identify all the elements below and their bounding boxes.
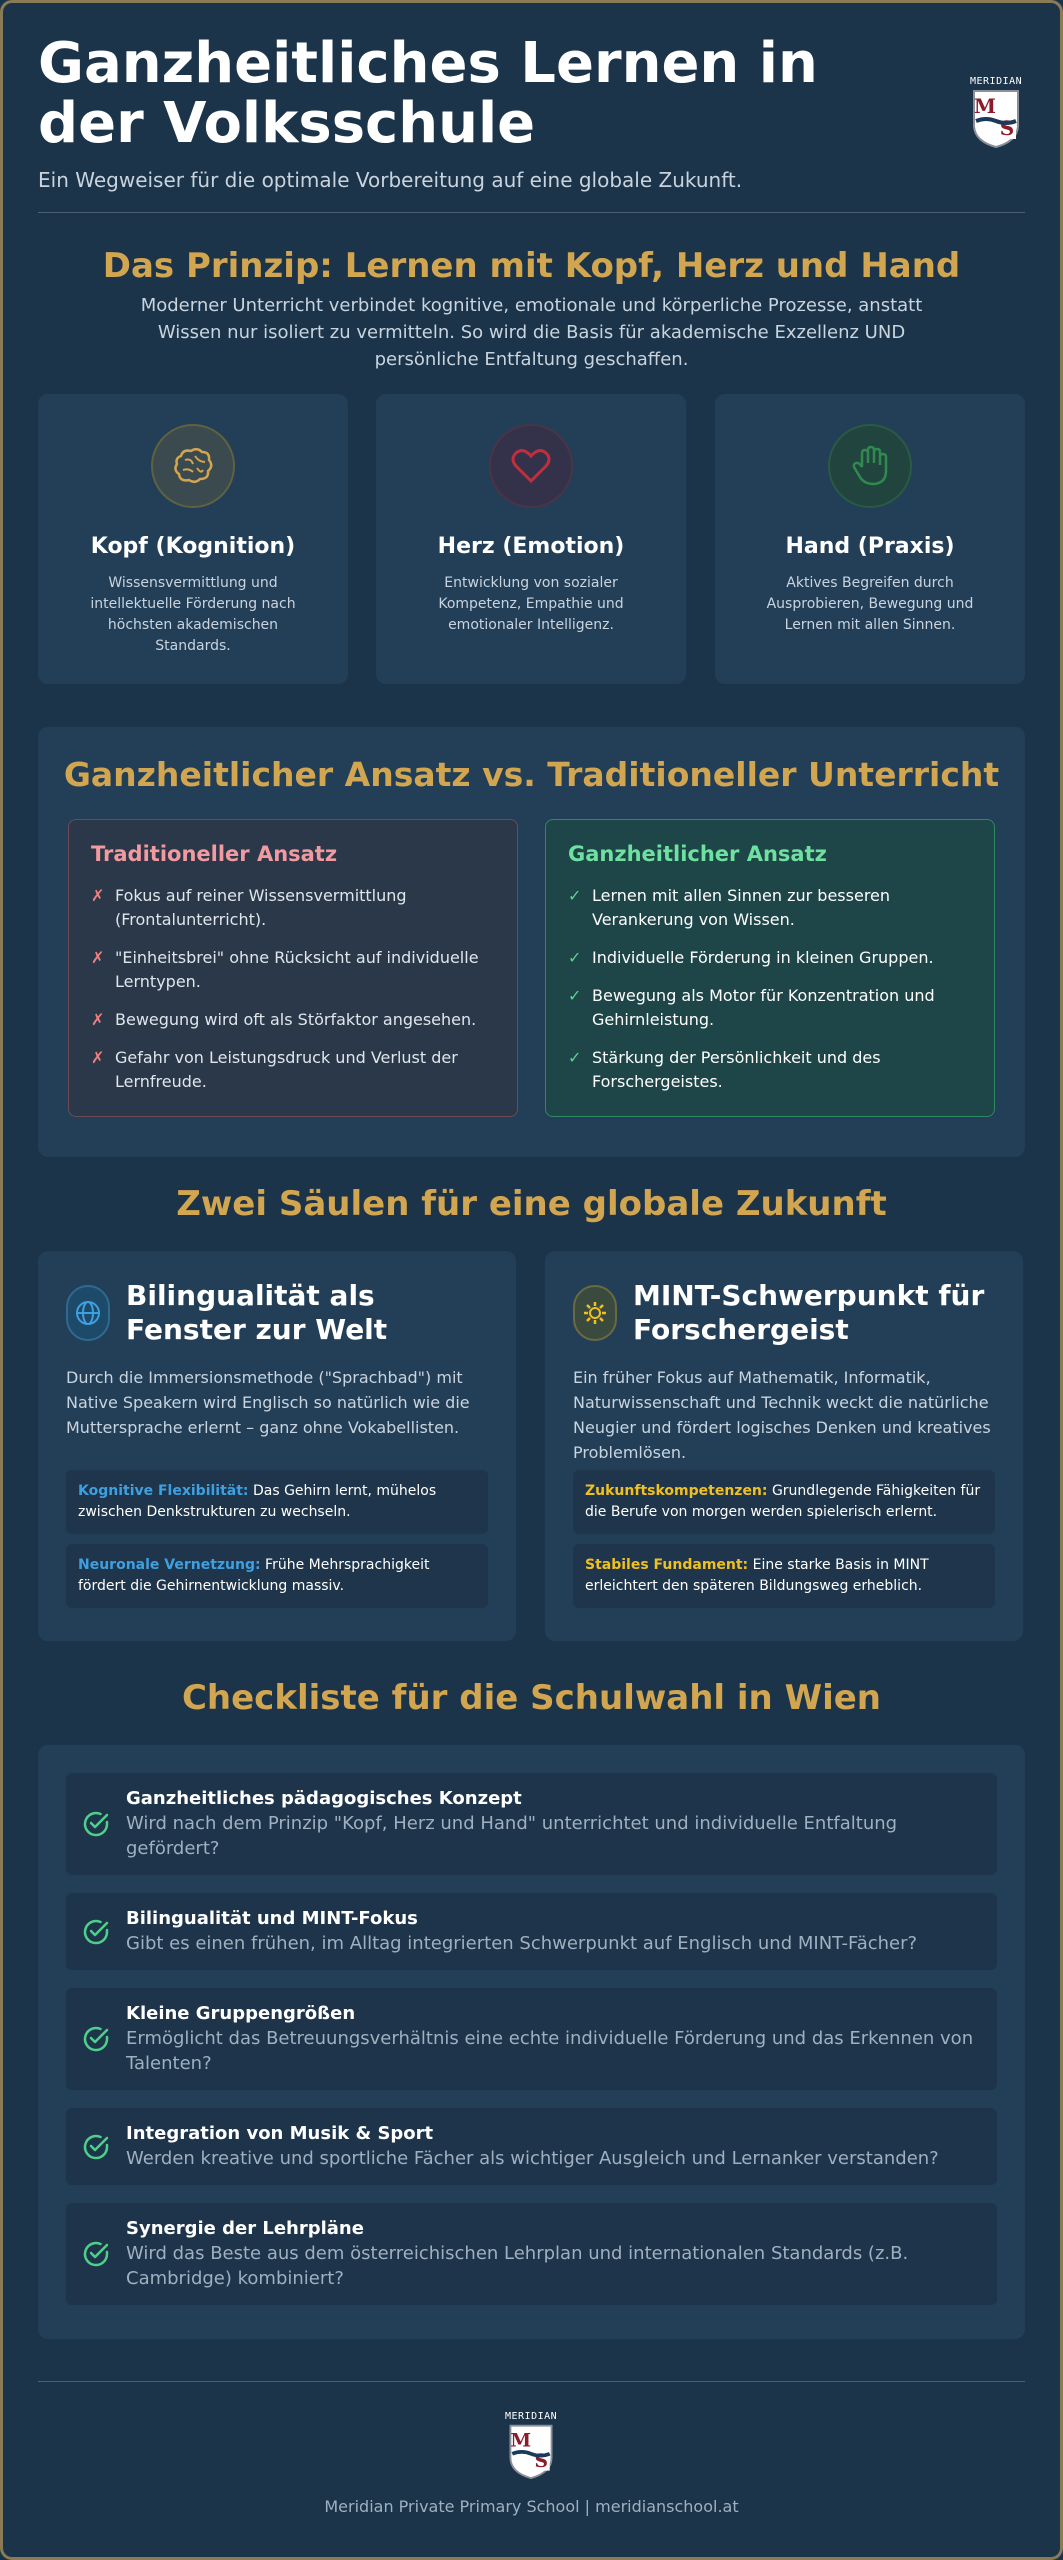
check-circle-icon	[82, 2122, 126, 2171]
list-item: ✗ Fokus auf reiner Wissensvermittlung (Frontalunterricht).	[91, 884, 495, 932]
list-item: ✓ Bewegung als Motor für Konzentration und Gehirnleistung.	[568, 984, 972, 1032]
checklist-item	[66, 1988, 997, 2090]
footer-divider	[38, 2381, 1025, 2382]
logo-brand: MERIDIAN	[505, 2411, 558, 2422]
check-icon: ✓	[568, 986, 582, 1005]
brain-icon	[151, 424, 235, 508]
check-circle-icon	[82, 1907, 126, 1956]
fact-box: Zukunftskompetenzen: Grundlegende Fähigkeiten für die Berufe von morgen werden spielerisch erlernt.	[573, 1470, 995, 1534]
checklist-item-title: Bilingualität und MINT-Fokus	[126, 1908, 418, 1929]
check-circle-icon	[82, 2217, 126, 2291]
svg-text:M: M	[510, 2429, 532, 2452]
pillar-title: Bilingualität als Fenster zur Welt	[126, 1279, 388, 1346]
check-icon: ✓	[568, 886, 582, 905]
checklist-item-desc: Wird das Beste aus dem österreichischen Lehrplan und internationalen Standards (z.B. Cambridge) kombiniert?	[126, 2243, 909, 2289]
list-item: ✓ Stärkung der Persönlichkeit und des Forschergeistes.	[568, 1046, 972, 1094]
check-circle-icon	[82, 1787, 126, 1861]
checklist-item-title: Synergie der Lehrpläne	[126, 2218, 364, 2239]
fact-box: Kognitive Flexibilität: Das Gehirn lernt, mühelos zwischen Denkstrukturen zu wechseln.	[66, 1470, 488, 1534]
checklist-panel	[38, 1745, 1025, 2339]
heart-icon	[489, 424, 573, 508]
footer-text: Meridian Private Primary School | meridianschool.at	[324, 2497, 739, 2516]
page-title: Ganzheitliches Lernen in der Volksschule	[38, 31, 818, 156]
checklist-item	[66, 2108, 997, 2185]
page-subtitle: Ein Wegweiser für die optimale Vorbereitung auf eine globale Zukunft.	[38, 168, 743, 192]
checklist-item	[66, 2203, 997, 2305]
principle-card-text: Wissensvermittlung und intellektuelle Förderung nach höchsten akademischen Standards.	[90, 575, 296, 654]
comparison-panel	[38, 727, 1025, 1157]
principle-title: Das Prinzip: Lernen mit Kopf, Herz und Hand	[102, 246, 961, 286]
fact-box: Neuronale Vernetzung: Frühe Mehrsprachigkeit fördert die Gehirnentwicklung massiv.	[66, 1544, 488, 1608]
list-item: ✗ "Einheitsbrei" ohne Rücksicht auf individuelle Lerntypen.	[91, 946, 495, 994]
svg-text:S: S	[999, 116, 1015, 140]
traditional-title: Traditioneller Ansatz	[91, 842, 338, 866]
check-circle-icon	[82, 2002, 126, 2076]
principle-card-text: Entwicklung von sozialer Kompetenz, Empathie und emotionaler Intelligenz.	[438, 575, 624, 633]
gear-icon	[573, 1285, 617, 1341]
pillar-description: Durch die Immersionsmethode ("Sprachbad") mit Native Speakern wird Englisch so natürlich wie die Muttersprache erlernt – ganz ohne Vokabellisten.	[66, 1368, 470, 1437]
checklist-item	[66, 1773, 997, 1875]
list-item: ✗ Gefahr von Leistungsdruck und Verlust der Lernfreude.	[91, 1046, 495, 1094]
globe-icon	[66, 1285, 110, 1341]
principle-card-title: Herz (Emotion)	[437, 534, 625, 559]
header-divider	[38, 212, 1025, 213]
list-item: ✗ Bewegung wird oft als Störfaktor angesehen.	[91, 1008, 495, 1032]
crest-icon	[506, 2422, 556, 2480]
checklist-item-desc: Werden kreative und sportliche Fächer als wichtiger Ausgleich und Lernanker verstanden?	[126, 2148, 939, 2169]
principle-card-text: Aktives Begreifen durch Ausprobieren, Bewegung und Lernen mit allen Sinnen.	[766, 575, 974, 633]
pillar-title: MINT-Schwerpunkt für Forschergeist	[633, 1279, 985, 1346]
crest-icon	[970, 87, 1022, 149]
holistic-column	[545, 819, 995, 1117]
principle-card-title: Kopf (Kognition)	[90, 534, 296, 559]
checklist-item-desc: Gibt es einen frühen, im Alltag integrierten Schwerpunkt auf Englisch und MINT-Fächer?	[126, 1933, 918, 1954]
pillar-description: Ein früher Fokus auf Mathematik, Informatik, Naturwissenschaft und Technik weckt die natürliche Neugier und fördert logisches Denken und kreatives Problemlösen.	[573, 1368, 991, 1462]
principle-intro: Moderner Unterricht verbindet kognitive, emotionale und körperliche Prozesse, anstatt Wissen nur isoliert zu vermitteln. So wird die Basis für akademische Exzellenz UND persönliche Entfaltung geschaffen.	[140, 295, 923, 370]
list-item: ✓ Individuelle Förderung in kleinen Gruppen.	[568, 946, 972, 970]
fact-box: Stabiles Fundament: Eine starke Basis in MINT erleichtert den späteren Bildungsweg erheblich.	[573, 1544, 995, 1608]
principle-card-hand	[715, 394, 1025, 684]
pillar-mint	[545, 1251, 1023, 1641]
holistic-title: Ganzheitlicher Ansatz	[568, 842, 827, 866]
check-icon: ✓	[568, 948, 582, 967]
checklist-item-title: Integration von Musik & Sport	[126, 2123, 434, 2144]
hand-icon	[828, 424, 912, 508]
comparison-title: Ganzheitlicher Ansatz vs. Traditioneller Unterricht	[63, 755, 1000, 794]
principle-card-title: Hand (Praxis)	[785, 534, 955, 559]
list-item: ✓ Lernen mit allen Sinnen zur besseren Verankerung von Wissen.	[568, 884, 972, 932]
traditional-column	[68, 819, 518, 1117]
school-logo	[970, 76, 1022, 149]
svg-text:S: S	[534, 2449, 549, 2472]
cross-icon: ✗	[91, 1010, 105, 1029]
pillars-title: Zwei Säulen für eine globale Zukunft	[176, 1184, 887, 1224]
footer-logo	[505, 2411, 557, 2480]
check-icon: ✓	[568, 1048, 582, 1067]
checklist-item-title: Ganzheitliches pädagogisches Konzept	[126, 1788, 522, 1809]
checklist-item	[66, 1893, 997, 1970]
principle-card-head	[38, 394, 348, 684]
checklist-item-title: Kleine Gruppengrößen	[126, 2003, 356, 2024]
svg-text:M: M	[974, 94, 997, 118]
logo-brand: MERIDIAN	[970, 76, 1023, 87]
header	[38, 31, 1028, 192]
principle-card-heart	[376, 394, 686, 684]
checklist-title: Checkliste für die Schulwahl in Wien	[181, 1678, 882, 1718]
checklist-item-desc: Wird nach dem Prinzip "Kopf, Herz und Hand" unterrichtet und individuelle Entfaltung gefördert?	[126, 1813, 898, 1859]
cross-icon: ✗	[91, 886, 105, 905]
checklist-item-desc: Ermöglicht das Betreuungsverhältnis eine echte individuelle Förderung und das Erkennen von Talenten?	[126, 2028, 974, 2074]
cross-icon: ✗	[91, 948, 105, 967]
pillar-bilingual	[38, 1251, 516, 1641]
cross-icon: ✗	[91, 1048, 105, 1067]
